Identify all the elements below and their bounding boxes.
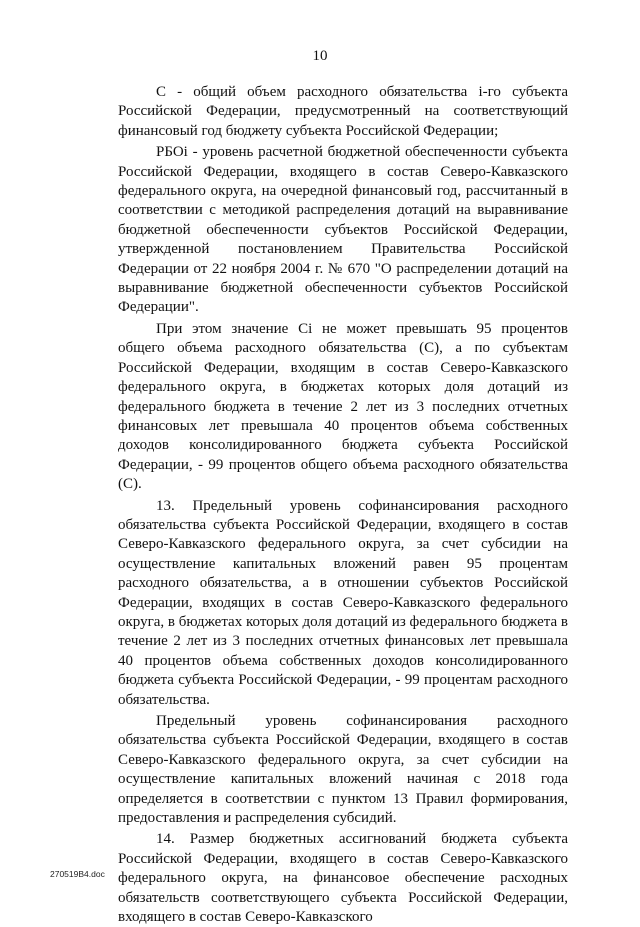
paragraph-c-definition: С - общий объем расходного обязательства i-го субъекта Российской Федерации, предусмотренный на соответствующий финансовый год бюджету субъекта Российской Федерации;	[118, 84, 568, 139]
paragraph-item-14: 14. Размер бюджетных ассигнований бюджета субъекта Российской Федерации, входящего в состав Северо-Кавказского федерального округа, на финансовое обеспечение расходных обязательств соответствующего субъекта Российской Федерации, входящего в состав Северо-Кавказского	[118, 831, 568, 926]
footer-document-code: 270519B4.doc	[50, 869, 105, 879]
paragraph-ci-limit: При этом значение Ci не может превышать 95 процентов общего объема расходного обязательства (С), а по субъектам Российской Федерации, входящим в состав Северо-Кавказского федерального округа, в бюджетах которых доля дотаций из федерального бюджета в течение 2 лет из 3 последних отчетных финансовых лет превышала 40 процентов объема собственных доходов консолидированного бюджета субъекта Российской Федерации, - 99 процентов общего объема расходного обязательства (С).	[118, 320, 568, 493]
paragraph-2018-level: Предельный уровень софинансирования расходного обязательства субъекта Российской Федерации, входящего в состав Северо-Кавказского федерального округа, за счет субсидии на осуществление капитальных вложений начиная с 2018 года определяется в соответствии с пунктом 13 Правил формирования, предоставления и распределения субсидий.	[118, 713, 568, 827]
page-number: 10	[312, 48, 328, 64]
document-body	[118, 83, 568, 927]
paragraph-rbo-definition: РБОi - уровень расчетной бюджетной обеспеченности субъекта Российской Федерации, входящего в состав Северо-Кавказского федерального округа, на очередной финансовый год, рассчитанный в соответствии с методикой распределения дотаций на выравнивание бюджетной обеспеченности субъектов Российской Федерации, утвержденной постановлением Правительства Российской Федерации от 22 ноября 2004 г. № 670 "О распределении дотаций на выравнивание бюджетной обеспеченности субъектов Российской Федерации".	[118, 144, 568, 316]
paragraph-item-13: 13. Предельный уровень софинансирования расходного обязательства субъекта Российской Федерации, входящего в состав Северо-Кавказского федерального округа, за счет субсидии на осуществление капитальных вложений равен 95 процентам расходного обязательства, а в отношении субъектов Российской Федерации, входящих в состав Северо-Кавказского федерального округа, в бюджетах которых доля дотаций из федерального бюджета в течение 2 лет из 3 последних отчетных финансовых лет превышала 40 процентов объема собственных доходов консолидированного бюджета субъекта Российской Федерации, - 99 процентам расходного обязательства.	[118, 497, 568, 708]
